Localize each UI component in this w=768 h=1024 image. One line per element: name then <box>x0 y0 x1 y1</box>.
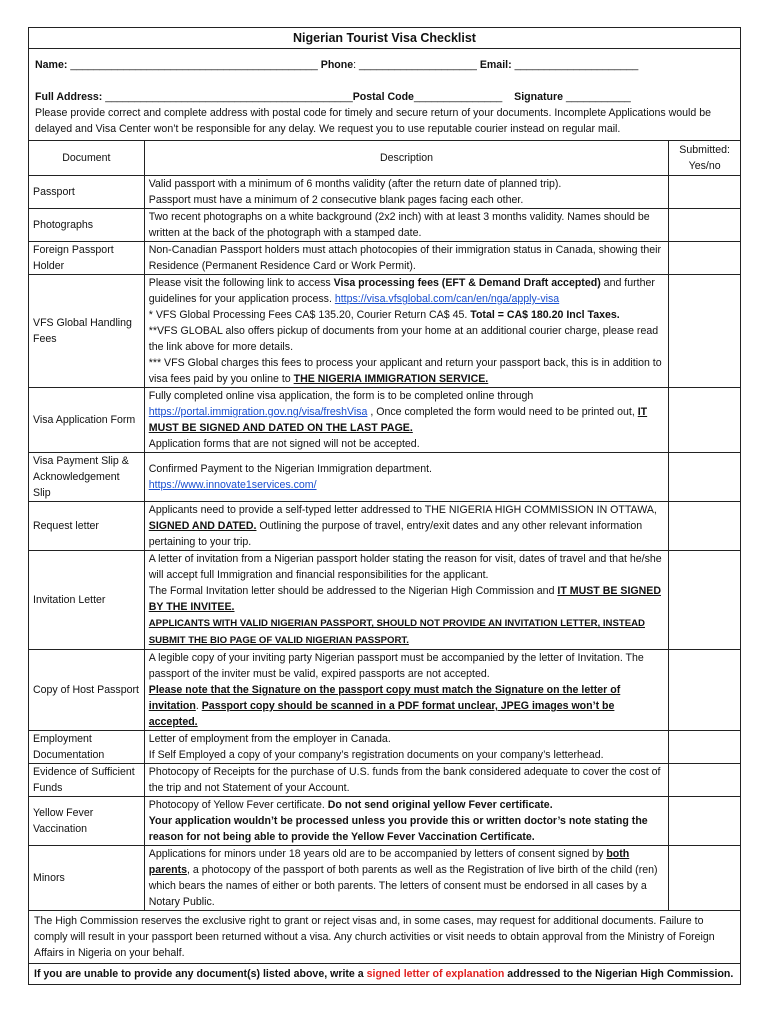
table-row-employment <box>29 731 741 764</box>
description-line: A legible copy of your inviting party Nigerian passport must be accompanied by the letter of Invitation. The passport of the inviter must be valid, expired passports are not accepted. <box>148 652 644 680</box>
address-field[interactable]: __________________________________________ <box>105 91 353 103</box>
table-row-photographs <box>29 209 741 242</box>
applicant-info <box>29 49 741 141</box>
document-name: Minors <box>29 846 145 911</box>
signature-label: Signature <box>514 91 563 103</box>
submitted-cell[interactable] <box>669 731 741 764</box>
document-description <box>144 551 669 650</box>
description-line: Fully completed online visa application, the form is to be completed online through <box>148 390 534 402</box>
document-description <box>144 846 669 911</box>
address-label: Full Address: <box>35 91 103 103</box>
table-row-passport <box>29 176 741 209</box>
description-line: Passport must have a minimum of 2 consecutive blank pages facing each other. <box>148 194 524 206</box>
postal-code-label: Postal Code <box>352 91 414 103</box>
header-submitted: Submitted: Yes/no <box>669 141 741 176</box>
table-row-request-letter <box>29 502 741 551</box>
document-name: Employment Documentation <box>29 731 145 764</box>
description-text: Please visit the following link to access <box>148 277 334 289</box>
document-name: Request letter <box>29 502 145 551</box>
submitted-cell[interactable] <box>669 209 741 242</box>
title-row <box>29 28 741 49</box>
submitted-cell[interactable] <box>669 502 741 551</box>
applicant-info-row <box>29 49 741 141</box>
header-description: Description <box>144 141 669 176</box>
document-description <box>144 650 669 731</box>
document-name: Foreign Passport Holder <box>29 242 145 275</box>
table-row-yellow-fever <box>29 797 741 846</box>
description-bold-underline: IT MUST BE SIGNED AND DATED ON THE LAST PAGE. <box>148 406 648 434</box>
description-text: Outlining the purpose of travel, entry/exit dates and any other relevant information pertaining to your trip. <box>148 520 643 548</box>
description-bold-underline: THE NIGERIA IMMIGRATION SERVICE. <box>293 373 489 385</box>
description-line: Confirmed Payment to the Nigerian Immigration department. <box>148 463 432 475</box>
table-row-vfs-fees <box>29 275 741 388</box>
description-text: and further guidelines for your application process. <box>148 277 655 305</box>
description-bold-underline: Passport copy should be scanned in a PDF format unclear, JPEG images won’t be accepted. <box>148 700 615 728</box>
description-bold-underline: IT MUST BE SIGNED BY THE INVITEE. <box>148 585 661 613</box>
table-row-minors <box>29 846 741 911</box>
description-text: * VFS Global Processing Fees CA$ 135.20, Courier Return CA$ 45. <box>148 309 471 321</box>
table-row-foreign-passport <box>29 242 741 275</box>
footer-final-row <box>29 964 741 985</box>
description-text: . <box>195 700 202 712</box>
description-line: A letter of invitation from a Nigerian passport holder stating the reason for visit, dates of travel and that he/she will accept full Immigration and financial responsibilities for the applicant. <box>148 553 662 581</box>
name-phone-email-line <box>35 57 734 73</box>
description-text: Photocopy of Yellow Fever certificate. <box>148 799 328 811</box>
description-text: , a photocopy of the passport of both parents as well as the Registration of live birth of the child (ren) which bears the names of either or both parents. The letters of consent must be endorsed in all cases by a Notary Public. <box>148 864 658 908</box>
document-name: Yellow Fever Vaccination <box>29 797 145 846</box>
document-description: Two recent photographs on a white background (2x2 inch) with at least 3 months validity. Names should be written at the back of the photograph with a stamped date. <box>144 209 669 242</box>
submitted-cell[interactable] <box>669 650 741 731</box>
document-description <box>144 797 669 846</box>
submitted-cell[interactable] <box>669 242 741 275</box>
description-line: Letter of employment from the employer in Canada. <box>148 733 391 745</box>
submitted-cell[interactable] <box>669 275 741 388</box>
document-name: Evidence of Sufficient Funds <box>29 764 145 797</box>
vfs-link[interactable]: https://visa.vfsglobal.com/can/en/nga/apply-visa <box>334 293 560 305</box>
footer-note: The High Commission reserves the exclusive right to grant or reject visas and, in some cases, may request for additional documents. Failure to comply will result in your passport been returned without a visa. Any church activities or visit needs to obtain approval from the Ministry of Foreign Affairs in Nigeria on your behalf. <box>29 911 741 964</box>
table-row-host-passport <box>29 650 741 731</box>
document-description <box>144 388 669 453</box>
document-description <box>144 275 669 388</box>
table-row-visa-application <box>29 388 741 453</box>
table-row-invitation-letter <box>29 551 741 650</box>
footer-text: If you are unable to provide any document(s) listed above, write a <box>34 968 367 980</box>
address-note: Please provide correct and complete address with postal code for timely and secure return of your documents. Incomplete Applications would be delayed and Visa Center won’t be responsible for any delay. We request you to use reputable courier instead on regular mail. <box>35 107 712 135</box>
name-field[interactable]: __________________________________________ <box>70 59 318 71</box>
document-description <box>144 453 669 502</box>
description-text: , Once completed the form would need to be printed out, <box>367 406 638 418</box>
description-bold-underline: APPLICANTS WITH VALID NIGERIAN PASSPORT, SHOULD NOT PROVIDE AN INVITATION LETTER, INSTEAD SUBMIT THE BIO PAGE OF VALID NIGERIAN PASSPORT. <box>148 618 645 646</box>
description-bold: Do not send original yellow Fever certificate. <box>327 799 553 811</box>
document-description: Photocopy of Receipts for the purchase of U.S. funds from the bank considered adequate to cover the cost of the trip and not Statement of your Account. <box>144 764 669 797</box>
table-header-row <box>29 141 741 176</box>
description-bold: Total = CA$ 180.20 Incl Taxes. <box>470 309 620 321</box>
submitted-cell[interactable] <box>669 453 741 502</box>
submitted-cell[interactable] <box>669 764 741 797</box>
description-text: Applicants need to provide a self-typed letter addressed to THE NIGERIA HIGH COMMISSION IN OTTAWA, <box>148 504 657 516</box>
description-bold-underline: SIGNED AND DATED. <box>148 520 257 532</box>
description-bold-underline: both parents <box>148 848 630 876</box>
submitted-cell[interactable] <box>669 551 741 650</box>
phone-label: Phone <box>320 59 354 71</box>
innovate-link[interactable]: https://www.innovate1services.com/ <box>148 479 317 491</box>
document-name: Visa Payment Slip & Acknowledgement Slip <box>29 453 145 502</box>
description-text: *** VFS Global charges this fees to process your applicant and return your passport back, this is in addition to visa fees paid by you online to <box>148 357 662 385</box>
document-name: Copy of Host Passport <box>29 650 145 731</box>
address-postal-signature-line <box>35 89 734 105</box>
document-name: Invitation Letter <box>29 551 145 650</box>
footer-final <box>29 964 741 985</box>
submitted-cell[interactable] <box>669 797 741 846</box>
description-line: Application forms that are not signed will not be accepted. <box>148 438 420 450</box>
document-name: Passport <box>29 176 145 209</box>
description-line: If Self Employed a copy of your company’s registration documents on your company’s letterhead. <box>148 749 604 761</box>
postal-code-field[interactable]: _______________ <box>413 91 503 103</box>
description-text: The Formal Invitation letter should be addressed to the Nigerian High Commission and <box>148 585 558 597</box>
description-line: Your application wouldn’t be processed unless you provide this or written doctor’s note stating the reason for not being able to provide the Yellow Fever Vaccination Certificate. <box>148 815 648 843</box>
submitted-cell[interactable] <box>669 388 741 453</box>
explanation-letter-highlight: signed letter of explanation <box>366 968 505 980</box>
header-document: Document <box>29 141 145 176</box>
table-row-sufficient-funds <box>29 764 741 797</box>
immigration-portal-link[interactable]: https://portal.immigration.gov.ng/visa/freshVisa <box>148 406 368 418</box>
footer-note-row <box>29 911 741 964</box>
description-bold-underline: Please note that the Signature on the passport copy must match the Signature on the letter of invitation <box>148 684 621 712</box>
checklist-table <box>28 27 741 985</box>
page-title: Nigerian Tourist Visa Checklist <box>29 28 741 49</box>
document-name: VFS Global Handling Fees <box>29 275 145 388</box>
description-line: **VFS GLOBAL also offers pickup of documents from your home at an additional courier charge, please read the link above for more details. <box>148 325 659 353</box>
description-bold: Visa processing fees (EFT & Demand Draft accepted) <box>333 277 601 289</box>
description-text: Applications for minors under 18 years old are to be accompanied by letters of consent signed by <box>148 848 607 860</box>
document-description <box>144 176 669 209</box>
description-line: Valid passport with a minimum of 6 months validity (after the return date of planned trip). <box>148 178 562 190</box>
email-field[interactable]: _____________________ <box>514 59 639 71</box>
document-name: Visa Application Form <box>29 388 145 453</box>
submitted-cell[interactable] <box>669 846 741 911</box>
document-name: Photographs <box>29 209 145 242</box>
table-row-payment-slip <box>29 453 741 502</box>
checklist-sheet <box>28 27 741 985</box>
document-description <box>144 502 669 551</box>
document-description: Non-Canadian Passport holders must attach photocopies of their immigration status in Canada, showing their Residence (Permanent Residence Card or Work Permit). <box>144 242 669 275</box>
name-label: Name: <box>35 59 68 71</box>
signature-field[interactable]: ___________ <box>565 91 631 103</box>
footer-text: addressed to the Nigerian High Commission. <box>504 968 734 980</box>
submitted-cell[interactable] <box>669 176 741 209</box>
email-label: Email: <box>479 59 512 71</box>
phone-field[interactable]: : ____________________ <box>353 59 477 71</box>
document-description <box>144 731 669 764</box>
